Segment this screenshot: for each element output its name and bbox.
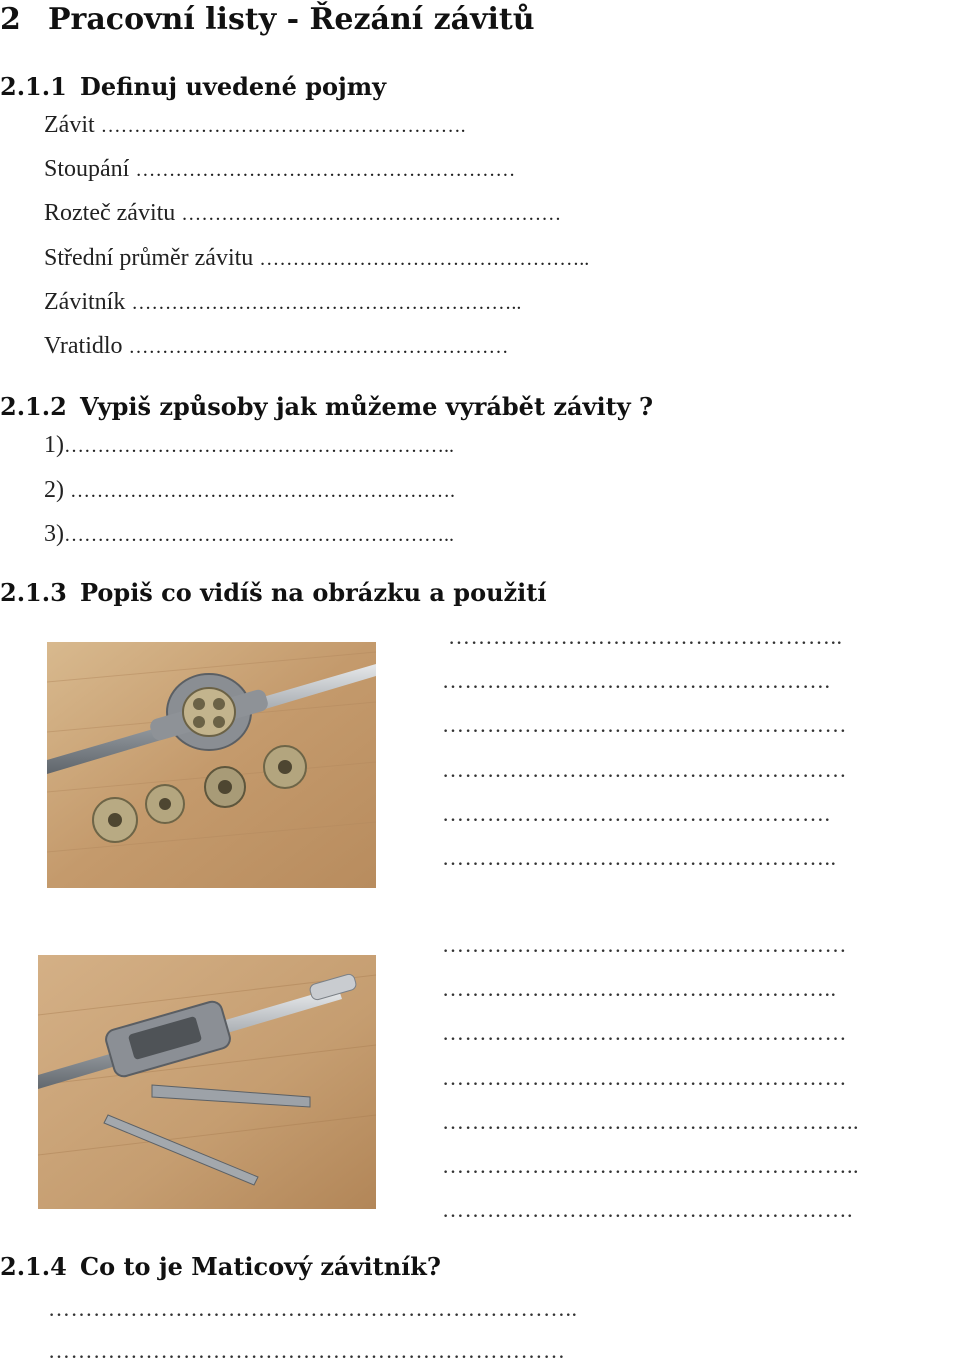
section-heading-picture bbox=[0, 578, 546, 607]
page-title-text: Pracovní listy - Řezání závitů bbox=[48, 2, 535, 37]
answer-line[interactable]: ……………………………………………….. bbox=[442, 1109, 859, 1134]
answer-line[interactable]: ……………………………………………… bbox=[442, 712, 847, 737]
term-line-stredni-prumer bbox=[44, 245, 589, 272]
page-title-number: 2 bbox=[0, 2, 21, 37]
answer-line[interactable]: ……………………………………………. bbox=[442, 801, 831, 826]
answer-dots[interactable]: ………………………………………………. bbox=[100, 115, 466, 137]
term-label: Rozteč závitu bbox=[44, 200, 176, 226]
item-label: 1) bbox=[44, 432, 64, 458]
answer-dots[interactable]: ………………………………………………….. bbox=[64, 435, 454, 457]
term-line-vratidlo bbox=[44, 333, 509, 360]
section-number: 2.1.4 bbox=[0, 1252, 67, 1281]
method-line-2 bbox=[44, 477, 455, 504]
answer-dots[interactable]: ………………………………………………….. bbox=[64, 524, 454, 546]
answer-dots[interactable]: ………………………………………………… bbox=[135, 159, 516, 181]
answer-line[interactable]: …………………………………………………………….. bbox=[48, 1296, 578, 1321]
answer-dots[interactable]: ………………………………………………… bbox=[128, 336, 509, 358]
answer-line[interactable]: …………………………………………….. bbox=[442, 845, 837, 870]
term-label: Závit bbox=[44, 112, 95, 138]
answer-line[interactable]: ……………………………………………… bbox=[442, 1065, 847, 1090]
term-line-stoupani bbox=[44, 156, 515, 183]
method-line-3 bbox=[44, 521, 454, 548]
answer-line[interactable]: ……………………………………………….. bbox=[442, 1153, 859, 1178]
term-label: Vratidlo bbox=[44, 333, 123, 359]
answer-line[interactable]: ……………………………………………… bbox=[442, 932, 847, 957]
answer-dots[interactable]: ………………………………………….. bbox=[259, 248, 590, 270]
term-line-zavit bbox=[44, 112, 466, 139]
answer-line[interactable]: …………………………………………………………… bbox=[48, 1338, 566, 1363]
answer-dots[interactable]: ………………………………………………….. bbox=[131, 292, 522, 314]
section-number: 2.1.2 bbox=[0, 392, 67, 421]
answer-line[interactable]: ……………………………………………. bbox=[442, 668, 831, 693]
answer-dots[interactable]: …………………………………………………. bbox=[70, 480, 455, 502]
section-title: Co to je Maticový závitník? bbox=[80, 1252, 441, 1281]
answer-line[interactable]: ………………………………………………. bbox=[442, 1197, 853, 1222]
section-number: 2.1.1 bbox=[0, 72, 67, 101]
section-number: 2.1.3 bbox=[0, 578, 67, 607]
section-heading-methods bbox=[0, 392, 653, 421]
section-heading-nut-tap bbox=[0, 1252, 441, 1281]
item-label: 2) bbox=[44, 477, 64, 503]
section-title: Popiš co vidíš na obrázku a použití bbox=[80, 578, 547, 607]
answer-dots[interactable]: ………………………………………………… bbox=[181, 203, 562, 225]
section-title: Definuj uvedené pojmy bbox=[80, 72, 387, 101]
term-line-roztec bbox=[44, 200, 561, 227]
section-title: Vypiš způsoby jak můžeme vyrábět závity ? bbox=[80, 392, 654, 421]
section-heading-definitions bbox=[0, 72, 386, 101]
term-label: Stoupání bbox=[44, 156, 130, 182]
term-label: Střední průměr závitu bbox=[44, 245, 254, 271]
die-stock-photo bbox=[47, 642, 376, 888]
page-title bbox=[0, 2, 535, 37]
tap-wrench-photo bbox=[38, 955, 376, 1209]
term-label: Závitník bbox=[44, 289, 126, 315]
answer-line[interactable]: ……………………………………………… bbox=[442, 757, 847, 782]
method-line-1 bbox=[44, 432, 454, 459]
answer-line[interactable]: ……………………………………………… bbox=[442, 1020, 847, 1045]
item-label: 3) bbox=[44, 521, 64, 547]
term-line-zavitnik bbox=[44, 289, 521, 316]
answer-line[interactable]: …………………………………………….. bbox=[442, 976, 837, 1001]
answer-line[interactable]: …………………………………………….. bbox=[448, 624, 843, 649]
